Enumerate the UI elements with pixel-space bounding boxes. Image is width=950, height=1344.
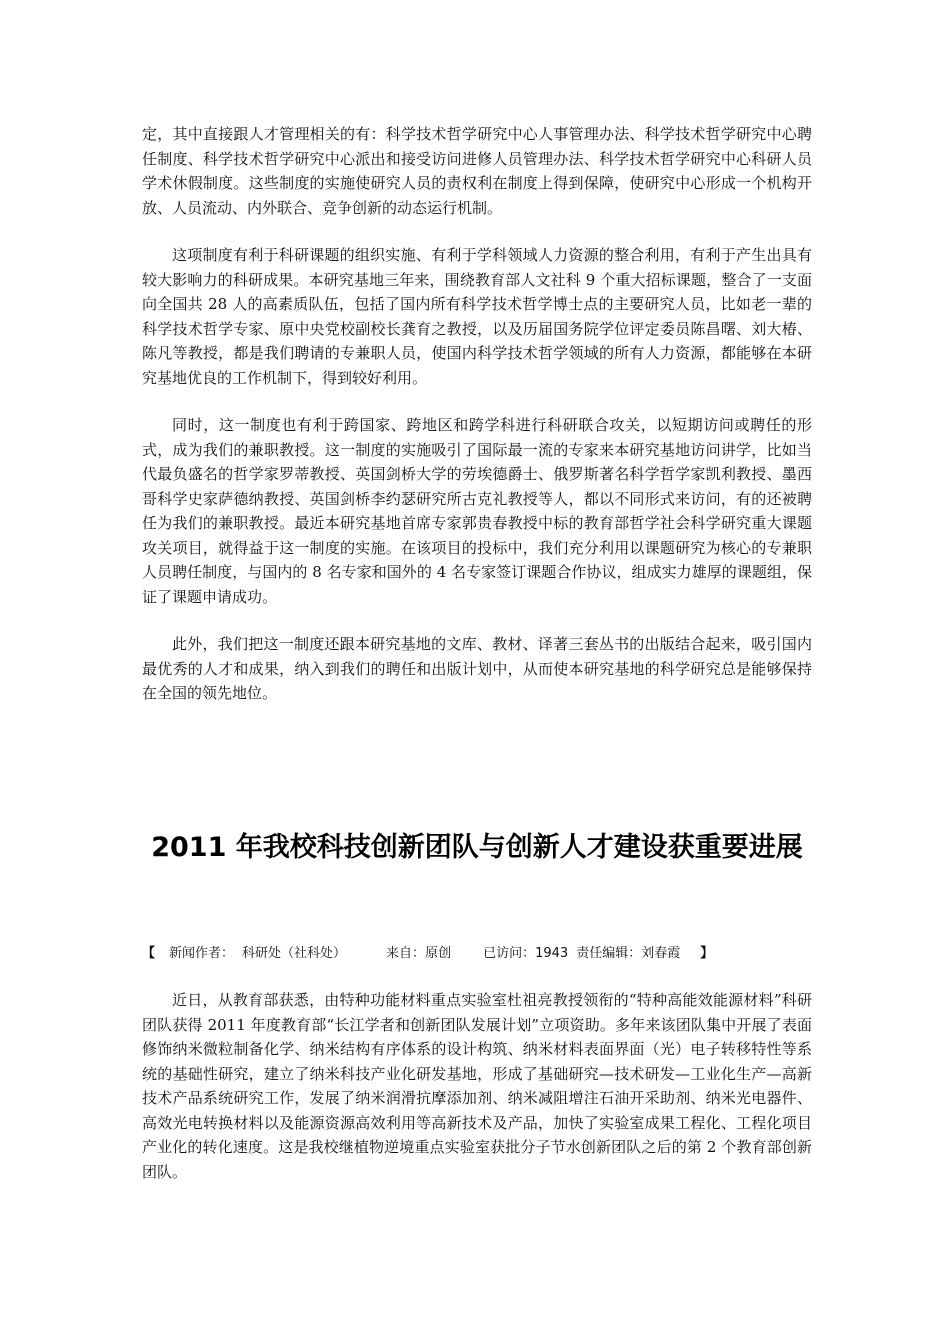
section-continued-text <box>142 122 812 706</box>
meta-visits-label: 已访问： <box>483 946 536 961</box>
paragraph-research-organization: 这项制度有利于科研课题的组织实施、有利于学科领域人力资源的整合利用，有利于产生出具有较大影响力的科研成果。本研究基地三年来，围绕教育部人文社科 9 个重大招标课题，整合了一支面向全国共 28 人的高素质队伍，包括了国内所有科学技术哲学博士点的主要研究人员，比如老一辈的科学技术哲学专家、原中央党校副校长龚育之教授，以及历届国务院学位评定委员陈昌曙、刘大椿、陈凡等教授，都是我们聘请的专兼职人员，使国内科学技术哲学领域的所有人力资源，都能够在本研究基地优良的工作机制下，得到较好利用。 <box>142 246 812 387</box>
paragraph-gap <box>142 220 812 243</box>
meta-visits: 1943 <box>535 946 569 961</box>
article-body <box>142 988 812 1184</box>
meta-close-bracket: 】 <box>700 946 714 961</box>
paragraph-international-cooperation: 同时，这一制度也有利于跨国家、跨地区和跨学科进行科研联合攻关，以短期访问或聘任的形式，成为我们的兼职教授。这一制度的实施吸引了国际最一流的专家来本研究基地访问讲学，比如当代最负盛名的哲学家罗蒂教授、英国剑桥大学的劳埃德爵士、俄罗斯著名科学哲学家凯利教授、墨西哥科学史家萨德纳教授、英国剑桥李约瑟研究所古克礼教授等人，都以不同形式来访问，有的还被聘任为我们的兼职教授。最近本研究基地首席专家郭贵春教授中标的教育部哲学社会科学研究重大课题攻关项目，就得益于这一制度的实施。在该项目的投标中，我们充分利用以课题研究为核心的专兼职人员聘任制度，与国内的 8 名专家和国外的 4 名专家签订课题合作协议，组成实力雄厚的课题组，保证了课题申请成功。 <box>142 416 812 606</box>
article-meta <box>142 944 812 964</box>
meta-open-bracket: 【 <box>142 946 156 961</box>
meta-editor: 刘春霞 <box>641 946 681 961</box>
paragraph-regulations: 定，其中直接跟人才管理相关的有：科学技术哲学研究中心人事管理办法、科学技术哲学研究中心聘任制度、科学技术哲学研究中心派出和接受访问进修人员管理办法、科学技术哲学研究中心科研人员学术休假制度。这些制度的实施使研究人员的责权利在制度上得到保障，使研究中心形成一个机构开放、人员流动、内外联合、竞争创新的动态运行机制。 <box>142 125 812 217</box>
article-paragraph: 近日，从教育部获悉，由特种功能材料重点实验室杜祖亮教授领衔的“特种高能效能源材料”科研团队获得 2011 年度教育部“长江学者和创新团队发展计划”立项资助。多年来该团队集中开展了表面修饰纳米微粒制备化学、纳米结构有序体系的设计构筑、纳米材料表面界面（光）电子转移特性等系统的基础性研究，建立了纳米科技产业化研发基地，形成了基础研究—技术研发—工业化生产—高新技术产品系统研究工作，发展了纳米润滑抗摩添加剂、纳米减阻增注石油开采助剂、纳米光电器件、高效光电转换材料以及能源资源高效利用等高新技术及产品，加快了实验室成果工程化、工程化项目产业化的转化速度。这是我校继植物逆境重点实验室获批分子节水创新团队之后的第 2 个教育部创新团队。 <box>142 991 812 1181</box>
paragraph-gap <box>142 390 812 413</box>
article-title: 2011 年我校科技创新团队与创新人才建设获重要进展 <box>151 832 803 863</box>
meta-source: 原创 <box>425 946 452 961</box>
meta-source-label: 来自： <box>386 946 426 961</box>
meta-author-label: 新闻作者： <box>169 946 235 961</box>
paragraph-publication-plan: 此外，我们把这一制度还跟本研究基地的文库、教材、译著三套丛书的出版结合起来，吸引国内最优秀的人才和成果，纳入到我们的聘任和出版计划中，从而使本研究基地的科学研究总是能够保持在全国的领先地位。 <box>142 635 812 702</box>
meta-editor-label: 责任编辑： <box>576 946 642 961</box>
meta-author: 科研处（社科处） <box>242 946 347 961</box>
paragraph-gap <box>142 609 812 632</box>
